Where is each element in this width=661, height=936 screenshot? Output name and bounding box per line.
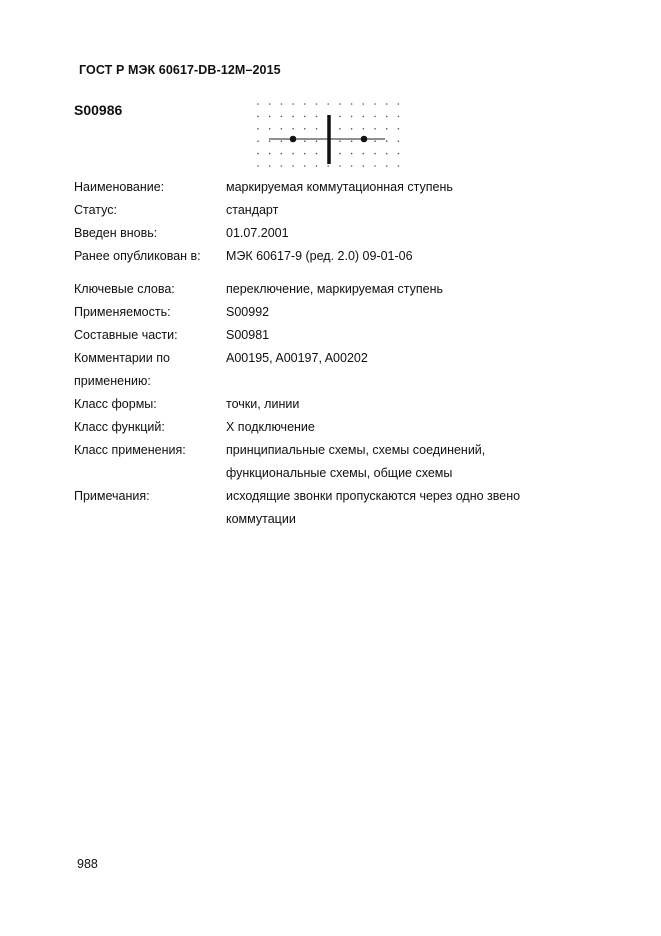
field-value: стандарт	[226, 203, 279, 217]
field-label: Ключевые слова:	[74, 282, 175, 296]
grid-dot	[316, 128, 318, 130]
grid-dot	[386, 165, 388, 167]
grid-dot	[257, 103, 259, 105]
grid-dot	[281, 103, 283, 105]
grid-dot	[292, 116, 294, 118]
grid-dot	[386, 153, 388, 155]
field-value: A00195, A00197, A00202	[226, 351, 368, 365]
grid-dot	[327, 103, 329, 105]
grid-dot	[304, 128, 306, 130]
grid-dot	[398, 103, 400, 105]
symbol-code: S00986	[74, 102, 123, 118]
field-value: X подключение	[226, 420, 315, 434]
switching-stage-symbol	[255, 100, 405, 172]
field-value: S00981	[226, 328, 270, 342]
grid-dot	[398, 165, 400, 167]
grid-dot	[316, 153, 318, 155]
grid-dot	[351, 153, 353, 155]
document-header: ГОСТ Р МЭК 60617-DB-12M–2015	[79, 63, 281, 77]
grid-dot	[269, 116, 271, 118]
right-node-dot	[361, 136, 368, 143]
field-value: точки, линии	[226, 397, 300, 411]
grid-dot	[351, 165, 353, 167]
field-label-continued: применению:	[74, 374, 151, 388]
field-value: исходящие звонки пропускаются через одно звено	[226, 489, 521, 503]
grid-dot	[257, 128, 259, 130]
field-label: Статус:	[74, 203, 117, 217]
grid-dot	[257, 116, 259, 118]
grid-dot	[304, 165, 306, 167]
grid-dot	[292, 128, 294, 130]
grid-dot	[304, 103, 306, 105]
field-label: Класс формы:	[74, 397, 157, 411]
grid-dot	[351, 116, 353, 118]
field-label: Составные части:	[74, 328, 178, 342]
field-label: Применяемость:	[74, 305, 171, 319]
grid-dot	[374, 116, 376, 118]
grid-dot	[257, 153, 259, 155]
grid-dot	[374, 153, 376, 155]
symbol-graphic	[255, 100, 405, 177]
field-label: Наименование:	[74, 180, 165, 194]
grid-dot	[363, 165, 365, 167]
grid-dot	[351, 128, 353, 130]
field-value: маркируемая коммутационная ступень	[226, 180, 453, 194]
field-value-continued: функциональные схемы, общие схемы	[226, 466, 453, 480]
grid-dot	[339, 116, 341, 118]
grid-dot	[316, 103, 318, 105]
grid-dot	[374, 103, 376, 105]
grid-dot	[269, 103, 271, 105]
grid-dot	[339, 153, 341, 155]
page-number: 988	[77, 857, 98, 871]
field-value: МЭК 60617-9 (ред. 2.0) 09-01-06	[226, 249, 413, 263]
grid-dot	[269, 140, 271, 142]
grid-dot	[304, 140, 306, 142]
grid-dot	[398, 128, 400, 130]
grid-dot	[257, 165, 259, 167]
field-value: принципиальные схемы, схемы соединений,	[226, 443, 486, 457]
grid-dot	[281, 153, 283, 155]
grid-dot	[281, 165, 283, 167]
grid-dot	[269, 128, 271, 130]
grid-dot	[386, 128, 388, 130]
grid-dot	[363, 103, 365, 105]
grid-dot	[327, 165, 329, 167]
grid-dot	[292, 153, 294, 155]
field-label: Примечания:	[74, 489, 150, 503]
grid-dot	[269, 165, 271, 167]
grid-dot	[363, 153, 365, 155]
grid-dot	[374, 128, 376, 130]
grid-dot	[316, 116, 318, 118]
grid-dot	[398, 116, 400, 118]
grid-dot	[339, 103, 341, 105]
grid-dot	[281, 128, 283, 130]
grid-dot	[316, 140, 318, 142]
grid-dot	[257, 140, 259, 142]
grid-dot	[339, 165, 341, 167]
field-value: S00992	[226, 305, 270, 319]
field-label: Ранее опубликован в:	[74, 249, 201, 263]
field-value-continued: коммутации	[226, 512, 296, 526]
field-label: Введен вновь:	[74, 226, 158, 240]
grid-dot	[304, 116, 306, 118]
grid-dot	[386, 116, 388, 118]
grid-dot	[374, 140, 376, 142]
grid-dot	[269, 153, 271, 155]
grid-dot	[281, 140, 283, 142]
grid-dot	[292, 165, 294, 167]
grid-dot	[363, 128, 365, 130]
grid-dot	[351, 103, 353, 105]
field-label: Класс функций:	[74, 420, 165, 434]
grid-dot	[363, 116, 365, 118]
grid-dot	[386, 140, 388, 142]
grid-dot	[374, 165, 376, 167]
field-label: Класс применения:	[74, 443, 186, 457]
left-node-dot	[290, 136, 297, 143]
grid-dot	[281, 116, 283, 118]
field-label: Комментарии по	[74, 351, 170, 365]
field-value: переключение, маркируемая ступень	[226, 282, 443, 296]
grid-dot	[304, 153, 306, 155]
grid-dot	[351, 140, 353, 142]
grid-dot	[292, 103, 294, 105]
grid-dot	[398, 140, 400, 142]
grid-dot	[386, 103, 388, 105]
grid-dot	[316, 165, 318, 167]
grid-dot	[398, 153, 400, 155]
grid-dot	[339, 140, 341, 142]
field-value: 01.07.2001	[226, 226, 289, 240]
grid-dot	[339, 128, 341, 130]
